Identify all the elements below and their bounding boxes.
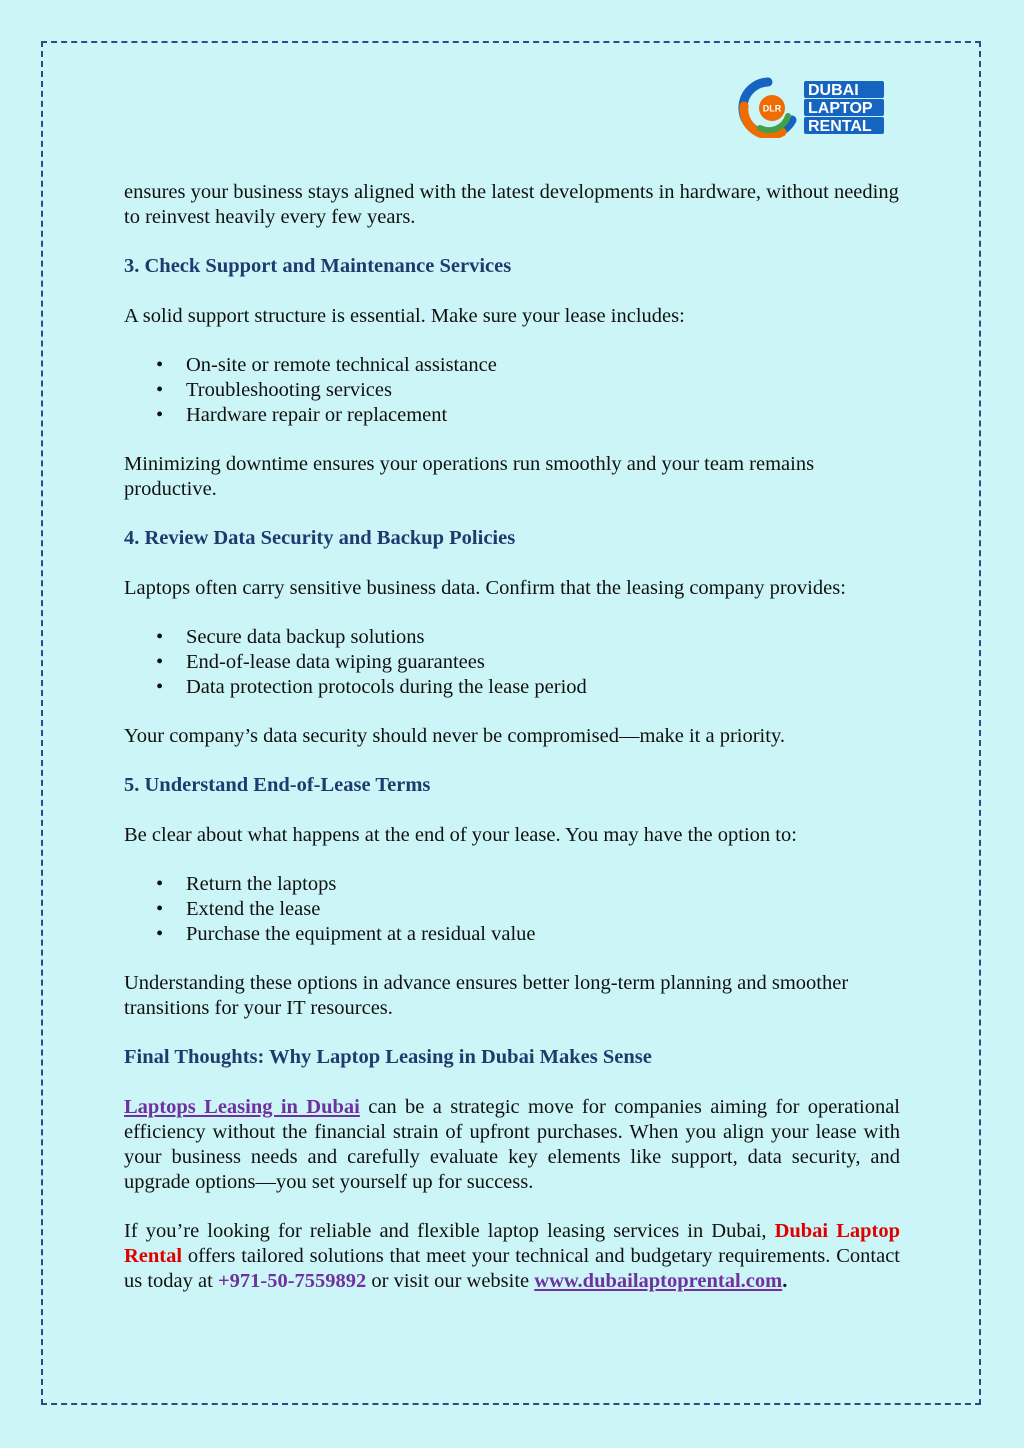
- final-heading: Final Thoughts: Why Laptop Leasing in Dubai Makes Sense: [124, 1046, 652, 1068]
- section4-lead: Laptops often carry sensitive business data. Confirm that the leasing company provides:: [124, 577, 846, 599]
- list-item: [156, 403, 900, 428]
- document-body: [124, 180, 900, 1294]
- bullet-icon: •: [156, 923, 164, 945]
- final-paragraph-2-start: If you’re looking for reliable and flexible laptop leasing services in Dubai,: [124, 1220, 775, 1242]
- brand-name: Dubai Laptop Rental: [124, 1220, 900, 1267]
- bullet-icon: •: [156, 379, 164, 401]
- website-link[interactable]: www.dubailaptoprental.com: [534, 1270, 783, 1292]
- list-item: [156, 650, 900, 675]
- bullet-icon: •: [156, 354, 164, 376]
- logo-word-3: RENTAL: [808, 118, 872, 135]
- section3-lead: A solid support structure is essential. Make sure your lease includes:: [124, 305, 685, 327]
- bullet-icon: •: [156, 676, 164, 698]
- logo-word-2: LAPTOP: [808, 100, 873, 117]
- final-period: .: [782, 1270, 788, 1292]
- list-item: [156, 625, 900, 650]
- section3-heading: 3. Check Support and Maintenance Services: [124, 255, 512, 277]
- section3-list: [124, 353, 900, 428]
- final-paragraph-2-mid: offers tailored solutions that meet your technical and budgetary requirements. Contact us today at: [124, 1245, 900, 1292]
- list-item: [156, 897, 900, 922]
- list-item-text: Extend the lease: [186, 898, 321, 920]
- final-paragraph-1: [124, 1095, 900, 1195]
- logo-badge-text: DLR: [762, 103, 782, 114]
- list-item-text: Secure data backup solutions: [186, 626, 425, 648]
- list-item-text: On-site or remote technical assistance: [186, 354, 497, 376]
- list-item: [156, 922, 900, 947]
- logo-word-1: DUBAI: [808, 82, 859, 99]
- final-paragraph-2-mid2: or visit our website: [366, 1270, 535, 1292]
- list-item-text: Return the laptops: [186, 873, 337, 895]
- bullet-icon: •: [156, 404, 164, 426]
- section5-heading: 5. Understand End-of-Lease Terms: [124, 774, 431, 796]
- section5-list: [124, 872, 900, 947]
- section5-lead: Be clear about what happens at the end of your lease. You may have the option to:: [124, 824, 797, 846]
- list-item-text: Purchase the equipment at a residual value: [186, 923, 536, 945]
- list-item: [156, 353, 900, 378]
- bullet-icon: •: [156, 898, 164, 920]
- section4-heading: 4. Review Data Security and Backup Policies: [124, 527, 516, 549]
- list-item-text: End-of-lease data wiping guarantees: [186, 651, 485, 673]
- list-item: [156, 872, 900, 897]
- bullet-icon: •: [156, 626, 164, 648]
- bullet-icon: •: [156, 873, 164, 895]
- leasing-link[interactable]: Laptops Leasing in Dubai: [124, 1096, 360, 1118]
- phone-number[interactable]: +971-50-7559892: [217, 1270, 367, 1292]
- logo-graphic: [738, 76, 888, 138]
- company-logo[interactable]: [738, 76, 888, 138]
- bullet-icon: •: [156, 651, 164, 673]
- section5-closing: Understanding these options in advance ensures better long-term planning and smoother transitions for your IT resources.: [124, 972, 849, 1019]
- list-item: [156, 378, 900, 403]
- section4-closing: Your company’s data security should never be compromised—make it a priority.: [124, 725, 785, 747]
- list-item-text: Troubleshooting services: [186, 379, 392, 401]
- final-paragraph-2: [124, 1219, 900, 1294]
- section4-list: [124, 625, 900, 700]
- list-item: [156, 675, 900, 700]
- intro-paragraph: ensures your business stays aligned with the latest developments in hardware, without needing to reinvest heavily every few years.: [124, 181, 899, 228]
- section3-closing: Minimizing downtime ensures your operations run smoothly and your team remains productive.: [124, 453, 815, 500]
- list-item-text: Data protection protocols during the lease period: [186, 676, 587, 698]
- list-item-text: Hardware repair or replacement: [186, 404, 448, 426]
- final-paragraph-1-text: can be a strategic move for companies aiming for operational efficiency without the financial strain of upfront purchases. When you align your lease with your business needs and carefully evaluate key elements like support, data security, and upgrade options—you set yourself up for success.: [124, 1096, 901, 1193]
